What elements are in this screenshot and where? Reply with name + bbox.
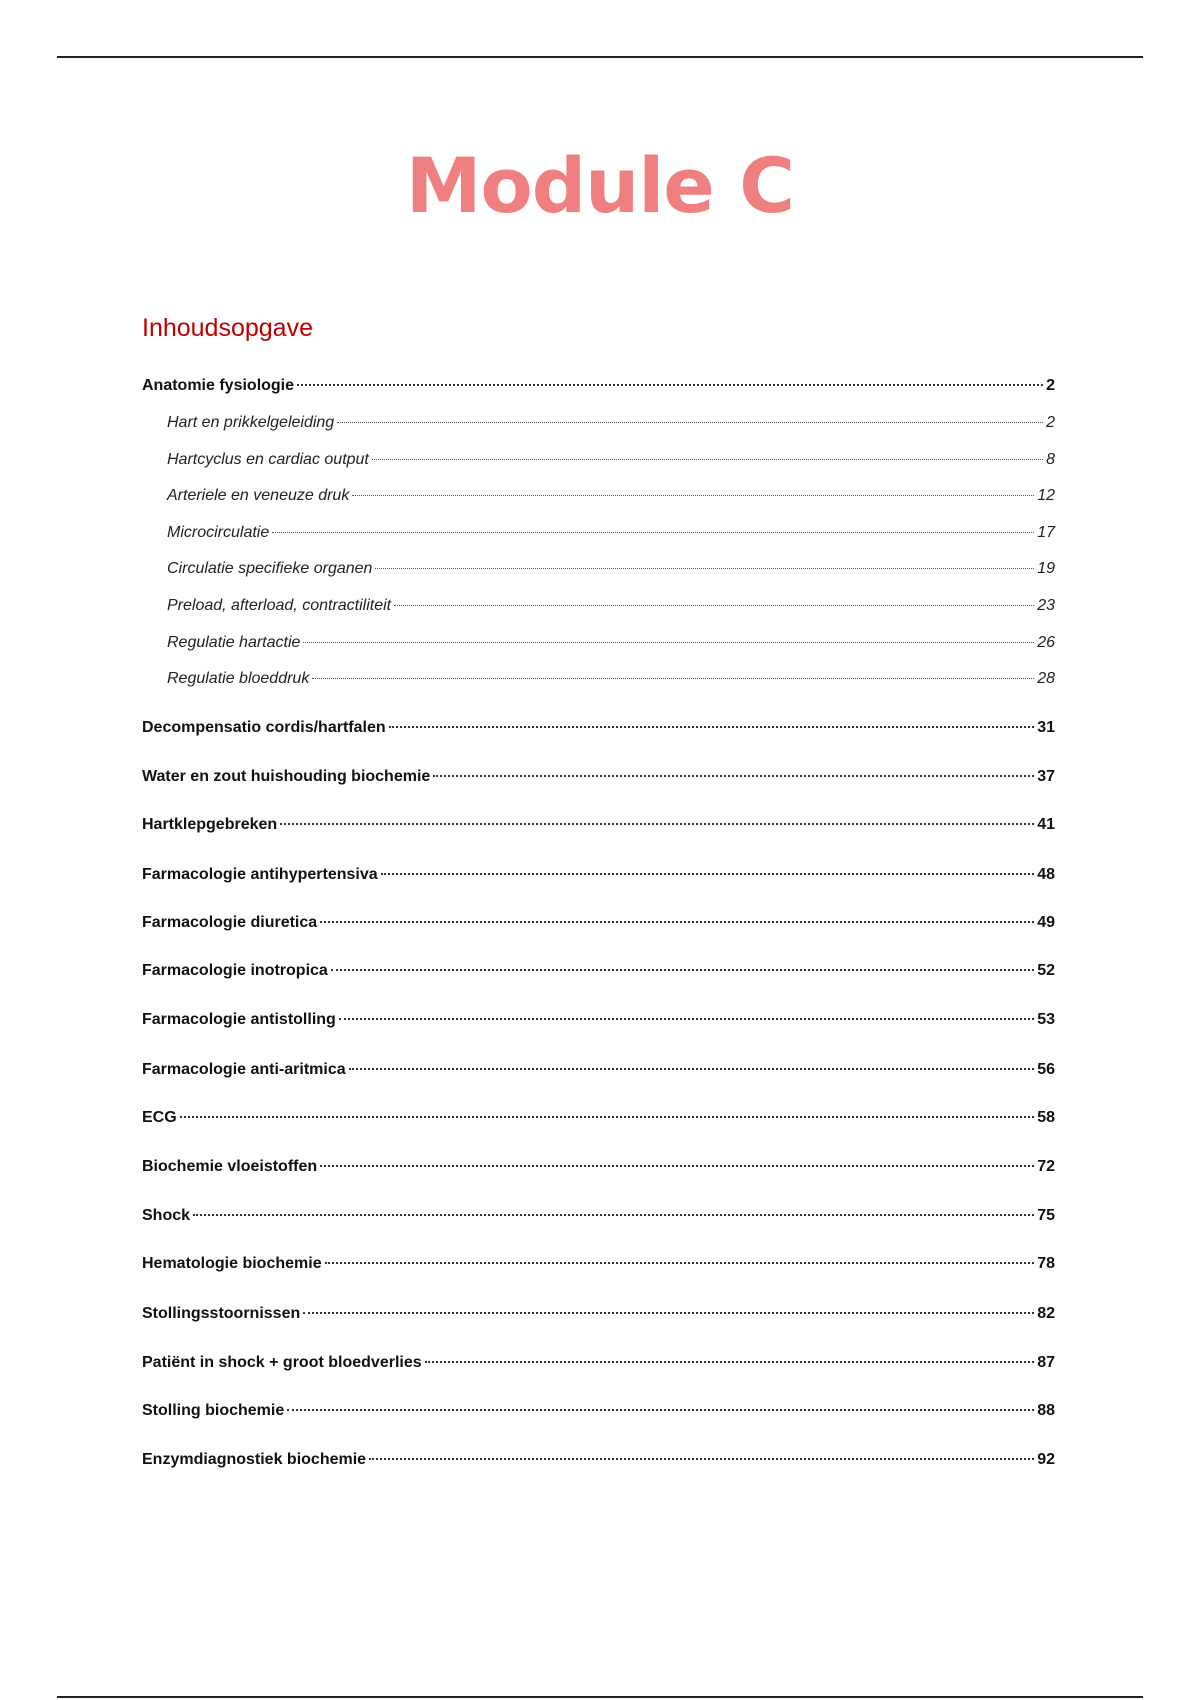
toc-entry-page-number: 23: [1037, 597, 1055, 614]
toc-entry[interactable]: [167, 449, 1055, 471]
toc-dot-leader: [303, 1312, 1034, 1314]
toc-entry-page-number: 2: [1046, 377, 1055, 394]
toc-dot-leader: [394, 605, 1034, 606]
toc-entry-label: Stolling biochemie: [142, 1402, 285, 1419]
toc-dot-leader: [433, 775, 1034, 777]
toc-dot-leader: [303, 642, 1034, 643]
footer-rule: [57, 1696, 1143, 1698]
toc-entry[interactable]: [142, 1352, 1055, 1374]
toc-entry-page-number: 26: [1037, 634, 1055, 651]
toc-entry-page-number: 88: [1037, 1402, 1055, 1419]
toc-dot-leader: [193, 1214, 1034, 1216]
toc-dot-leader: [287, 1409, 1034, 1411]
toc-entry-page-number: 87: [1037, 1354, 1055, 1371]
toc-dot-leader: [180, 1116, 1035, 1118]
toc-entry-page-number: 58: [1037, 1109, 1055, 1126]
toc-entry[interactable]: [167, 668, 1055, 690]
toc-entry-label: Patiënt in shock + groot bloedverlies: [142, 1354, 422, 1371]
toc-entry-label: Preload, afterload, contractiliteit: [167, 597, 392, 614]
toc-dot-leader: [331, 969, 1034, 971]
toc-entry-page-number: 49: [1037, 914, 1055, 931]
toc-dot-leader: [369, 1458, 1034, 1460]
toc-entry-label: Farmacologie diuretica: [142, 914, 318, 931]
toc-entry[interactable]: [167, 632, 1055, 654]
toc-entry-page-number: 12: [1037, 487, 1055, 504]
toc-entry-label: Biochemie vloeistoffen: [142, 1158, 318, 1175]
toc-dot-leader: [312, 678, 1034, 679]
toc-entry-page-number: 31: [1037, 719, 1055, 736]
toc-entry-label: Regulatie bloeddruk: [167, 670, 310, 687]
toc-entry-page-number: 17: [1037, 524, 1055, 541]
toc-entry[interactable]: [142, 1400, 1055, 1422]
toc-entry-page-number: 28: [1037, 670, 1055, 687]
toc-entry-page-number: 8: [1046, 451, 1055, 468]
toc-entry-label: Hart en prikkelgeleiding: [167, 414, 335, 431]
toc-entry-page-number: 92: [1037, 1451, 1055, 1468]
toc-entry-label: Stollingsstoornissen: [142, 1305, 301, 1322]
toc-entry-label: Shock: [142, 1207, 191, 1224]
toc-dot-leader: [272, 532, 1034, 533]
toc-dot-leader: [349, 1068, 1035, 1070]
toc-dot-leader: [297, 384, 1043, 386]
toc-heading: Inhoudsopgave: [142, 314, 313, 342]
toc-entry-label: Hartcyclus en cardiac output: [167, 451, 369, 468]
toc-dot-leader: [320, 921, 1034, 923]
toc-entry[interactable]: [142, 1253, 1055, 1275]
toc-dot-leader: [425, 1361, 1035, 1363]
toc-dot-leader: [381, 873, 1035, 875]
toc-dot-leader: [389, 726, 1035, 728]
toc-entry-label: Farmacologie inotropica: [142, 962, 328, 979]
toc-entry-page-number: 53: [1037, 1011, 1055, 1028]
toc-entry[interactable]: [142, 960, 1055, 982]
toc-entry-page-number: 19: [1037, 560, 1055, 577]
toc-entry[interactable]: [167, 522, 1055, 544]
header-rule: [57, 56, 1143, 58]
toc-dot-leader: [280, 823, 1034, 825]
toc-entry[interactable]: [142, 1156, 1055, 1178]
toc-entry[interactable]: [142, 1303, 1055, 1325]
toc-entry-page-number: 78: [1037, 1255, 1055, 1272]
toc-entry-label: Microcirculatie: [167, 524, 270, 541]
toc-entry[interactable]: [142, 717, 1055, 739]
toc-entry-label: Regulatie hartactie: [167, 634, 301, 651]
toc-entry-label: Water en zout huishouding biochemie: [142, 768, 431, 785]
toc-dot-leader: [337, 422, 1043, 423]
toc-entry[interactable]: [142, 1205, 1055, 1227]
toc-entry-page-number: 2: [1046, 414, 1055, 431]
toc-entry-label: ECG: [142, 1109, 177, 1126]
toc-entry-label: Farmacologie anti-aritmica: [142, 1061, 346, 1078]
toc-entry[interactable]: [142, 1059, 1055, 1081]
toc-entry-label: Hartklepgebreken: [142, 816, 278, 833]
toc-entry-label: Farmacologie antihypertensiva: [142, 866, 378, 883]
toc-dot-leader: [339, 1018, 1034, 1020]
toc-entry[interactable]: [142, 1107, 1055, 1129]
toc-entry-page-number: 52: [1037, 962, 1055, 979]
toc-dot-leader: [325, 1262, 1035, 1264]
toc-entry-label: Decompensatio cordis/hartfalen: [142, 719, 386, 736]
toc-entry-label: Farmacologie antistolling: [142, 1011, 336, 1028]
toc-entry-label: Arteriele en veneuze druk: [167, 487, 350, 504]
toc-entry-page-number: 56: [1037, 1061, 1055, 1078]
toc-entry-label: Circulatie specifieke organen: [167, 560, 373, 577]
document-title: Module C: [405, 141, 795, 230]
toc-dot-leader: [372, 459, 1043, 460]
toc-entry-page-number: 41: [1037, 816, 1055, 833]
toc-entry[interactable]: [142, 864, 1055, 886]
toc-entry-label: Hematologie biochemie: [142, 1255, 322, 1272]
toc-entry[interactable]: [142, 814, 1055, 836]
toc-entry[interactable]: [142, 1009, 1055, 1031]
toc-entry-label: Enzymdiagnostiek biochemie: [142, 1451, 367, 1468]
toc-entry-page-number: 37: [1037, 768, 1055, 785]
toc-entry[interactable]: [142, 766, 1055, 788]
toc-entry[interactable]: [167, 412, 1055, 434]
toc-entry-page-number: 82: [1037, 1305, 1055, 1322]
toc-entry[interactable]: [142, 1449, 1055, 1471]
toc-entry[interactable]: [142, 912, 1055, 934]
toc-entry-page-number: 72: [1037, 1158, 1055, 1175]
toc-entry[interactable]: [142, 375, 1055, 397]
toc-dot-leader: [352, 495, 1034, 496]
toc-entry[interactable]: [167, 558, 1055, 580]
toc-entry[interactable]: [167, 595, 1055, 617]
toc-entry-label: Anatomie fysiologie: [142, 377, 295, 394]
toc-entry-page-number: 75: [1037, 1207, 1055, 1224]
toc-dot-leader: [375, 568, 1034, 569]
toc-entry-page-number: 48: [1037, 866, 1055, 883]
toc-dot-leader: [320, 1165, 1034, 1167]
toc-entry[interactable]: [167, 485, 1055, 507]
